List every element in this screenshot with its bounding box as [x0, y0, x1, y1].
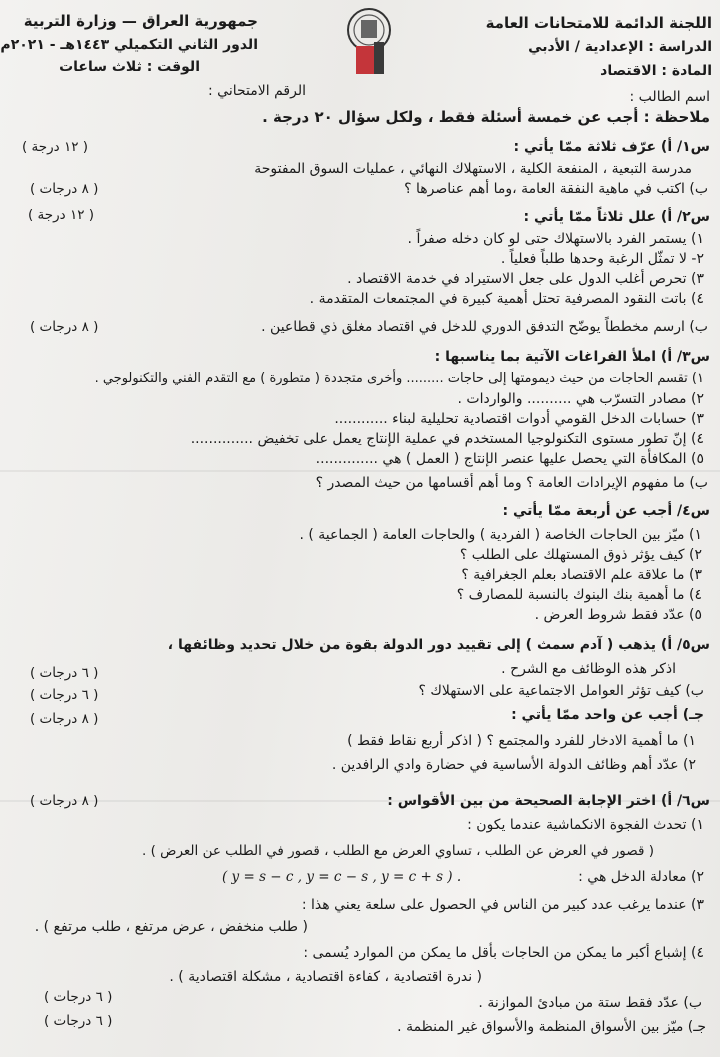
exam-round: الدور الثاني التكميلي ١٤٤٣هـ - ٢٠٢١م [0, 37, 258, 53]
q3-item: ٤) إنّ تطور مستوى التكنولوجيا المستخدم في عملية الإنتاج يعمل على تخفيض .............. [190, 431, 704, 447]
q6-item: ٢) معادلة الدخل هي : [578, 869, 704, 885]
q3-item: ٣) حسابات الدخل القومي أدوات اقتصادية تحليلية لبناء ............ [334, 411, 704, 427]
q1-part-b: ب) اكتب في ماهية النفقة العامة ،وما أهم عناصرها ؟ [404, 181, 708, 197]
q6-item: ١) تحدث الفجوة الانكماشية عندما يكون : [467, 817, 704, 833]
ministry-emblem [344, 6, 394, 78]
q4-item: ١) ميّز بين الحاجات الخاصة ( الفردية ) والحاجات العامة ( الجماعية ) . [299, 527, 702, 543]
q4-item: ٥) عدّد فقط شروط العرض . [534, 607, 702, 623]
q5-part-b: ب) كيف تؤثر العوامل الاجتماعية على الاستهلاك ؟ [418, 683, 704, 699]
paper-fold [0, 470, 720, 472]
q1-terms: مدرسة التبعية ، المنفعة الكلية ، الاستهلاك النهائي ، عمليات السوق المفتوحة [254, 161, 692, 177]
q4-item: ٢) كيف يؤثر ذوق المستهلك على الطلب ؟ [459, 547, 702, 563]
q1b-marks: ( ٨ درجات ) [30, 181, 99, 197]
q5a-marks: ( ٦ درجات ) [30, 665, 99, 681]
q6c-marks: ( ٦ درجات ) [44, 1013, 113, 1029]
q5c-marks: ( ٨ درجات ) [30, 711, 99, 727]
q6-options: ( طلب منخفض ، عرض مرتفع ، طلب مرتفع ) . [34, 919, 308, 935]
q5-part-a: س٥/ أ) يذهب ( آدم سمث ) إلى تقييد دور الدولة بقوة من خلال تحديد وظائفها ، [167, 637, 710, 653]
exam-time: الوقت : ثلاث ساعات [59, 59, 200, 75]
q3-part-b: ب) ما مفهوم الإيرادات العامة ؟ وما أهم أقسامها من حيث المصدر ؟ [315, 475, 708, 491]
q5-item: ٢) عدّد أهم وظائف الدولة الأساسية في حضارة وادي الرافدين . [331, 757, 696, 773]
q2a-marks: ( ١٢ درجة ) [28, 207, 95, 223]
q6-part-c: جـ) ميّز بين الأسواق المنظمة والأسواق غير المنظمة . [397, 1019, 706, 1035]
q6a-marks: ( ٨ درجات ) [30, 793, 99, 809]
student-name-label: اسم الطالب : [629, 89, 710, 105]
exam-number-label: الرقم الامتحاني : [208, 83, 306, 99]
q1a-marks: ( ١٢ درجة ) [22, 139, 89, 155]
q5-part-a-cont: اذكر هذه الوظائف مع الشرح . [501, 661, 676, 677]
q2-item: ٢- لا تمثّل الرغبة وحدها طلباً فعلياً . [500, 251, 704, 267]
exam-note: ملاحظة : أجب عن خمسة أسئلة فقط ، ولكل سؤال ٢٠ درجة . [262, 108, 710, 126]
q2-item: ١) يستمر الفرد بالاستهلاك حتى لو كان دخله صفراً . [407, 231, 704, 247]
q3-item: ١) تقسم الحاجات من حيث ديمومتها إلى حاجات ......... وأخرى متجددة ( متطورة ) مع التقدم الفني والتكنولوجي . [94, 371, 704, 386]
q6b-marks: ( ٦ درجات ) [44, 989, 113, 1005]
q6-equation-options: ( y = s − c , y = c − s , y = c + s ) . [222, 869, 462, 885]
q4-item: ٣) ما علاقة علم الاقتصاد بعلم الجغرافية ؟ [461, 567, 702, 583]
q2b-marks: ( ٨ درجات ) [30, 319, 99, 335]
q5-part-c: جـ) أجب عن واحد ممّا يأتي : [511, 707, 704, 723]
q3-item: ٢) مصادر التسرّب هي .......... والواردات . [457, 391, 704, 407]
subject-line: المادة : الاقتصاد [600, 63, 712, 79]
q6-item: ٣) عندما يرغب عدد كبير من الناس في الحصول على سلعة يعني هذا : [301, 897, 704, 913]
q4-heading: س٤/ أجب عن أربعة ممّا يأتي : [502, 503, 710, 519]
q3-item: ٥) المكافأة التي يحصل عليها عنصر الإنتاج ( العمل ) هي .............. [315, 451, 704, 467]
q6-options: ( قصور في العرض عن الطلب ، تساوي العرض مع الطلب ، قصور في الطلب عن العرض ) . [141, 843, 654, 859]
q4-item: ٤) ما أهمية بنك البنوك بالنسبة للمصارف ؟ [456, 587, 702, 603]
q2-item: ٣) تحرص أغلب الدول على جعل الاستيراد في خدمة الاقتصاد . [347, 271, 704, 287]
q5b-marks: ( ٦ درجات ) [30, 687, 99, 703]
q3-part-a: س٣/ أ) املأ الفراغات الآتية بما يناسبها : [434, 349, 710, 365]
q6-item: ٤) إشباع أكبر ما يمكن من الحاجات بأقل ما يمكن من الموارد يُسمى : [303, 945, 704, 961]
q6-part-a: س٦/ أ) اختر الإجابة الصحيحة من بين الأقواس : [387, 793, 710, 809]
q5-item: ١) ما أهمية الادخار للفرد والمجتمع ؟ ( اذكر أربع نقاط فقط ) [347, 733, 696, 749]
study-branch: الدراسة : الإعدادية / الأدبي [528, 39, 712, 55]
committee-title: اللجنة الدائمة للامتحانات العامة [485, 14, 712, 32]
q2-item: ٤) باتت النقود المصرفية تحتل أهمية كبيرة في المجتمعات المتقدمة . [309, 291, 704, 307]
q6-part-b: ب) عدّد فقط ستة من مبادئ الموازنة . [478, 995, 702, 1011]
q6-options: ( ندرة اقتصادية ، كفاءة اقتصادية ، مشكلة اقتصادية ) . [169, 969, 482, 985]
q1-part-a: س١/ أ) عرّف ثلاثة ممّا يأتي : [513, 139, 710, 155]
q2-part-a: س٢/ أ) علل ثلاثاً ممّا يأتي : [523, 209, 710, 225]
q2-part-b: ب) ارسم مخططاً يوضّح التدفق الدوري للدخل في اقتصاد مغلق ذي قطاعين . [261, 319, 708, 335]
republic-title: جمهورية العراق — وزارة التربية [23, 12, 258, 30]
